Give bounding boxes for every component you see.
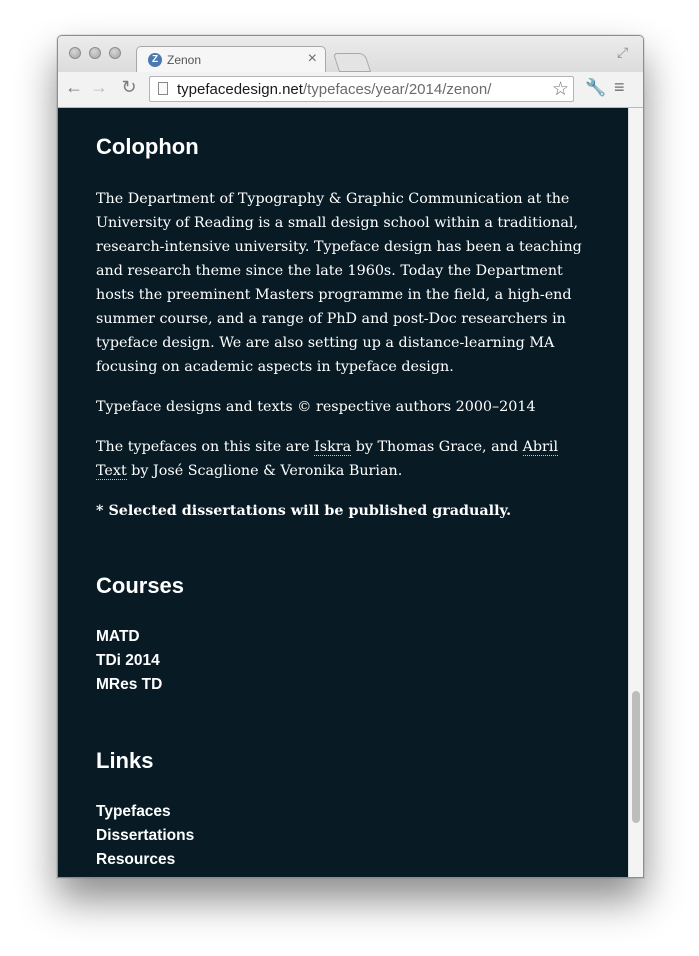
dissertations-note — [96, 499, 588, 523]
typefaces-paragraph — [96, 435, 566, 483]
reload-icon[interactable]: ↻ — [121, 77, 137, 97]
back-arrow-icon[interactable]: ← — [65, 77, 83, 97]
browser-toolbar — [58, 72, 643, 108]
colophon-text: The Department of Typography & Graphic Communication at the University of Reading is a small design school within a traditional, research-intensive university. Typeface design has been a teaching and research theme since the late 1960s. Today the Department hosts the preeminent Masters programme in the field, a high-end summer course, and a range of PhD and post-Doc researchers in typeface design. We are also setting up a distance-learning MA focusing on academic aspects in typeface design. — [96, 191, 582, 375]
copyright-line — [96, 395, 588, 419]
link-typefaces[interactable]: Typefaces — [96, 803, 171, 820]
course-link-mres-td[interactable]: MRes TD — [96, 676, 163, 693]
courses-heading: Courses — [96, 573, 185, 598]
course-link-tdi-2014[interactable]: TDi 2014 — [96, 652, 160, 669]
address-bar[interactable] — [149, 76, 574, 102]
zoom-window-button[interactable] — [109, 47, 121, 59]
links-heading: Links — [96, 748, 154, 773]
forward-arrow-icon[interactable]: → — [90, 77, 108, 97]
favicon-icon: Z — [148, 53, 162, 67]
abril-text-link[interactable]: Abril Text — [96, 439, 559, 479]
fullscreen-icon[interactable]: ⤢ — [617, 44, 629, 60]
browser-window — [57, 35, 644, 878]
scrollbar-thumb[interactable] — [632, 691, 640, 823]
url-text[interactable] — [177, 81, 491, 98]
page-icon — [158, 82, 168, 95]
copyright-text: Typeface designs and texts © respective authors 2000–2014 — [96, 399, 536, 415]
url-domain: typefacedesign.net — [177, 81, 303, 98]
typefaces-prefix: The typefaces on this site are — [96, 439, 315, 455]
tab-title: Zenon — [167, 53, 202, 67]
typefaces-suffix: by José Scaglione & Veronika Burian. — [126, 463, 403, 479]
wrench-icon[interactable]: 🔧 — [585, 78, 607, 97]
note-text: * Selected dissertations will be published gradually. — [96, 503, 512, 519]
tab-close-icon[interactable]: × — [307, 50, 317, 67]
title-bar — [58, 36, 643, 72]
vertical-scrollbar[interactable] — [628, 108, 643, 877]
course-link-matd[interactable]: MATD — [96, 628, 140, 645]
link-resources[interactable]: Resources — [96, 851, 176, 868]
url-path: /typefaces/year/2014/zenon/ — [302, 81, 492, 98]
link-dissertations[interactable]: Dissertations — [96, 827, 195, 844]
colophon-paragraph — [96, 187, 588, 379]
new-tab-button[interactable] — [333, 53, 371, 72]
colophon-heading: Colophon — [96, 134, 199, 159]
close-window-button[interactable] — [69, 47, 81, 59]
minimize-window-button[interactable] — [89, 47, 101, 59]
bookmark-star-icon[interactable]: ☆ — [551, 79, 569, 100]
menu-icon[interactable]: ≡ — [614, 77, 625, 97]
tab-zenon[interactable] — [136, 46, 326, 73]
typefaces-middle: by Thomas Grace, and — [351, 439, 523, 455]
page-viewport — [58, 108, 628, 877]
iskra-link[interactable]: Iskra — [314, 439, 352, 455]
